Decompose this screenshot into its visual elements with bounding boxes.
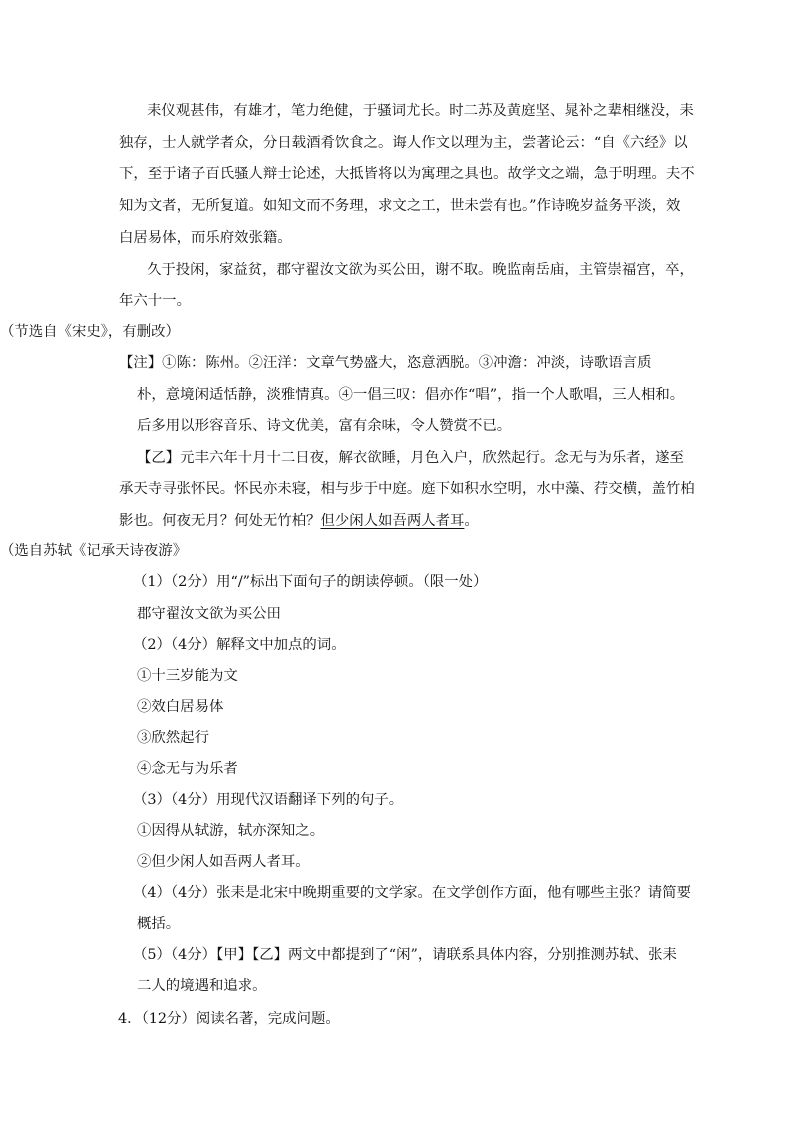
passage-jia-line: 知为文者，无所复道。如知文而不务理，求文之工，世未尝有也。”作诗晚岁益务平淡，效 [119,198,681,214]
question-line: （4）（4分）张耒是北宋中晚期重要的文学家。在文学创作方面，他有哪些主张？请简要 [133,885,691,901]
passage-yi-source: （选自苏轼《记承天诗夜游》 [0,543,188,559]
question-line: ①十三岁能为文 [137,668,238,684]
passage-jia-line: 久于投闲，家益贫，郡守翟汝文欲为买公田，谢不取。晚监南岳庙，主管崇福宫，卒， [147,262,694,278]
question-line: ④念无与为乐者 [137,761,238,777]
note-line: 后多用以形容音乐、诗文优美，富有余味，令人赞赏不已。 [137,418,512,434]
question-line: 二人的境遇和追求。 [137,978,267,994]
passage-jia-line: 独存，士人就学者众，分日载酒肴饮食之。诲人作文以理为主，尝著论云：“自《六经》以 [119,135,688,151]
passage-jia-source: （节选自《宋史》，有删改） [0,324,180,340]
question-line: ②但少闲人如吾两人者耳。 [137,854,310,870]
next-question-heading: 4．（12分）阅读名著，完成问题。 [118,1011,340,1027]
note-line: 朴，意境闲适恬静，淡雅情真。④一倡三叹：倡亦作“唱”，指一个人歌唱，三人相和。 [137,387,685,403]
question-line: （3）（4分）用现代汉语翻译下列的句子。 [133,792,404,808]
period: 。 [464,513,479,529]
passage-jia-line: 年六十一。 [119,293,191,309]
question-line: ①因得从轼游，轼亦深知之。 [137,823,325,839]
note-line: 【注】①陈：陈州。②汪洋：文章气势盛大，恣意洒脱。③冲澹：冲淡，诗歌语言质 [119,355,652,371]
question-line: （2）（4分）解释文中加点的词。 [133,637,346,653]
passage-yi-line: 承天寺寻张怀民。怀民亦未寝，相与步于中庭。庭下如积水空明，水中藻、荇交横，盖竹柏 [119,481,695,497]
passage-yi-line: 【乙】元丰六年十月十二日夜，解衣欲睡，月色入户，欣然起行。念无与为乐者，遂至 [137,450,684,466]
question-line: 郡守翟汝文欲为买公田 [137,606,281,622]
passage-yi-text: 影也。何夜无月？何处无竹柏？ [119,513,321,529]
passage-jia-line: 白居易体，而乐府效张籍。 [119,230,292,246]
question-line: （5）（4分）【甲】【乙】两文中都提到了“闲”，请联系具体内容，分别推测苏轼、张耒 [133,947,677,963]
passage-yi-line [119,511,479,531]
question-line: ③欣然起行 [137,730,209,746]
passage-jia-line: 下，至于诸子百氏骚人辩士论述，大抵皆将以为寓理之具也。故学文之端，急于明理。夫不 [119,166,695,182]
question-line: 概括。 [137,916,181,932]
question-line: （1）（2分）用“/”标出下面句子的朗读停顿。（限一处） [133,574,488,590]
question-line: ②效白居易体 [137,699,224,715]
underlined-sentence: 但少闲人如吾两人者耳 [320,513,465,529]
passage-jia-line: 耒仪观甚伟，有雄才，笔力绝健，于骚词尤长。时二苏及黄庭坚、晁补之辈相继没，耒 [147,103,694,119]
